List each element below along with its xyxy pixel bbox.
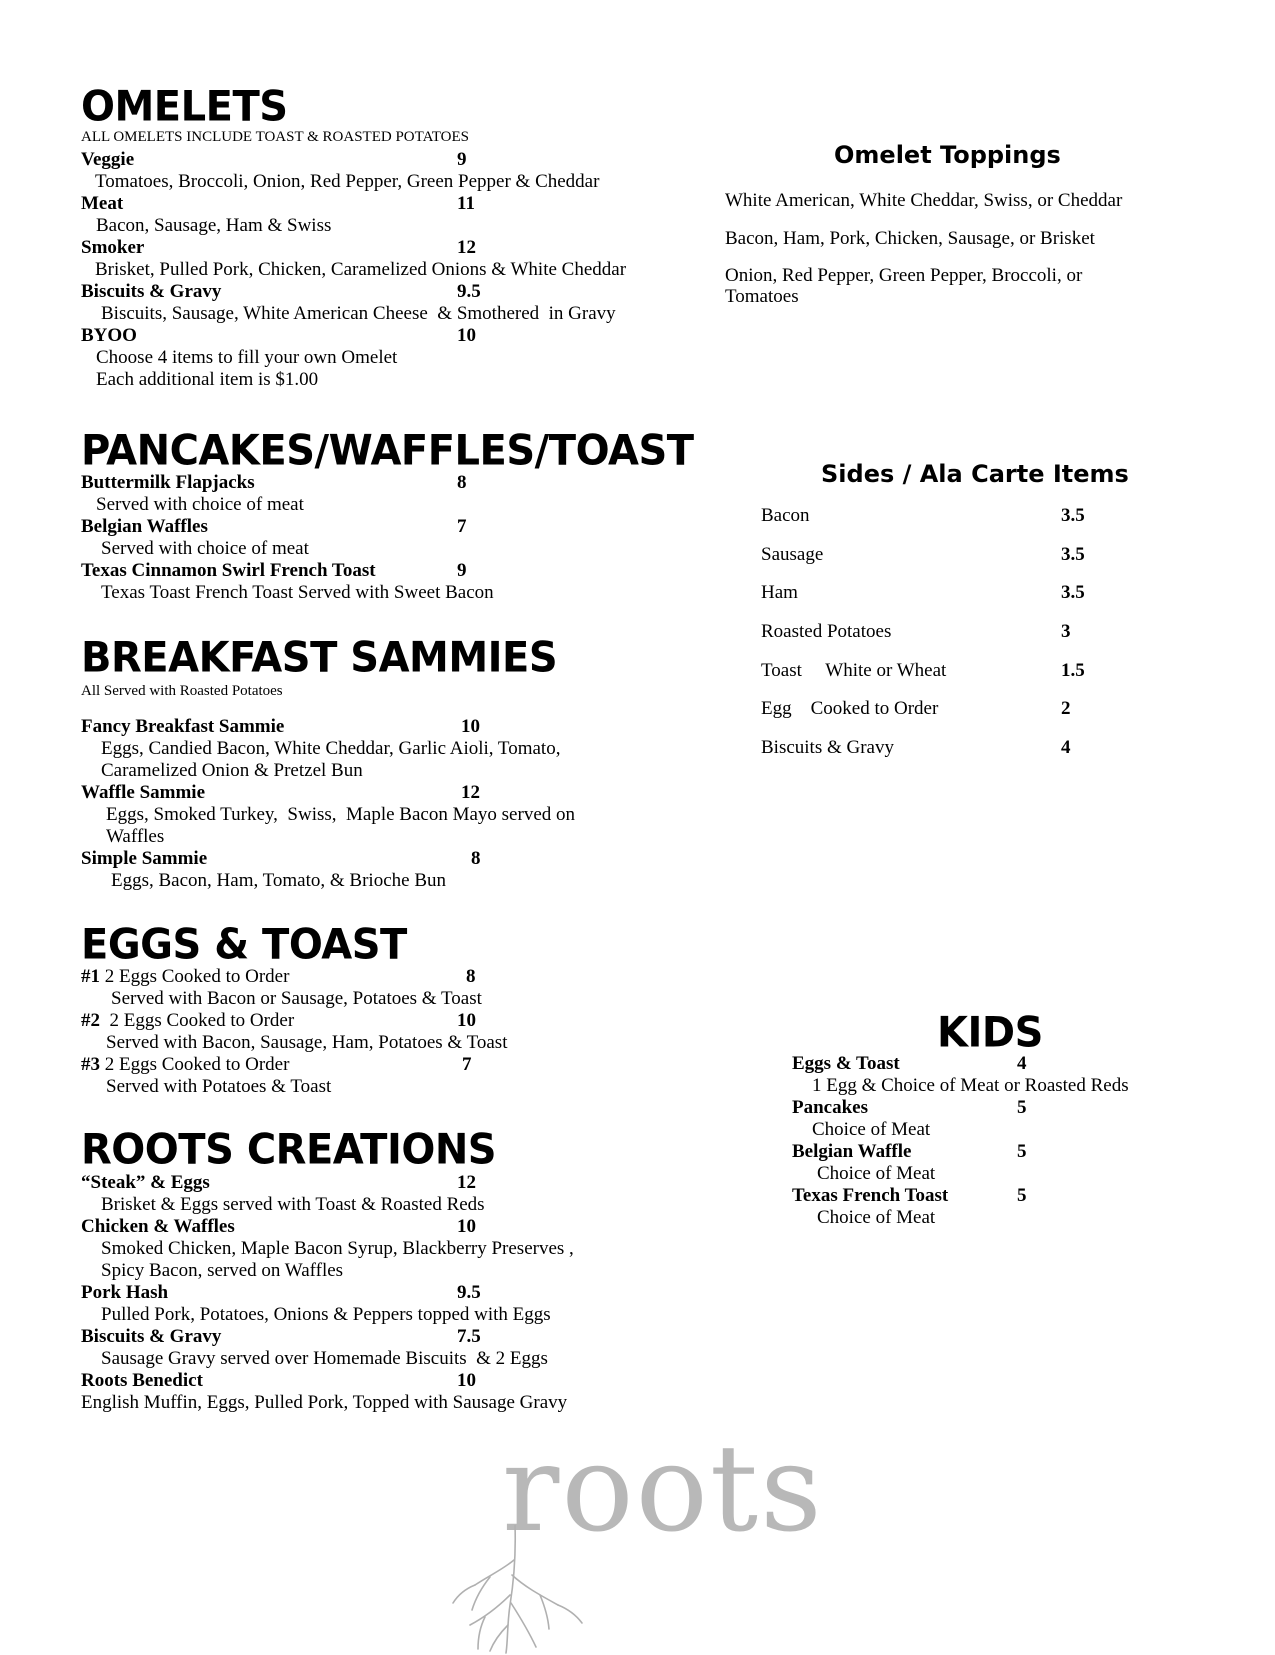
item-name: Belgian Waffles [81,516,208,537]
item-description: English Muffin, Eggs, Pulled Pork, Topped with Sausage Gravy [81,1392,568,1413]
item-name: Biscuits & Gravy [81,281,222,302]
roots-illustration-icon [450,1525,650,1655]
item-description: Served with choice of meat [96,494,304,515]
eggs-heading: EGGS & TOAST [81,920,407,970]
item-description: Sausage Gravy served over Homemade Biscuits & 2 Eggs [101,1348,548,1369]
side-name: Toast White or Wheat [761,659,947,681]
item-number: #3 [81,1054,100,1075]
item-description: Biscuits, Sausage, White American Cheese & Smothered in Gravy [101,303,616,324]
side-price: 2 [1061,698,1071,720]
pancakes-list [81,472,701,604]
item-name: Roots Benedict [81,1370,203,1391]
roots-logo [450,1420,870,1650]
menu-item [81,516,701,538]
item-description: Smoked Chicken, Maple Bacon Syrup, Blackberry Preserves , [101,1238,574,1259]
item-description: Choice of Meat [817,1207,936,1228]
sammies-note: All Served with Roasted Potatoes [81,683,283,699]
item-description: Served with Bacon or Sausage, Potatoes & Toast [111,988,482,1009]
item-name: Eggs & Toast [792,1053,900,1074]
item-name: Texas Cinnamon Swirl French Toast [81,560,376,581]
side-name: Ham [761,582,798,604]
toppings-line: White American, White Cheddar, Swiss, or Cheddar [725,190,1123,211]
item-description: Served with choice of meat [101,538,309,559]
side-price: 1.5 [1061,659,1085,681]
item-description: Tomatoes, Broccoli, Onion, Red Pepper, Green Pepper & Cheddar [95,171,600,192]
item-description: 1 Egg & Choice of Meat or Roasted Reds [812,1075,1129,1096]
item-name: 2 Eggs Cooked to Order [100,966,290,987]
item-price: 4 [1017,1053,1027,1074]
side-item [761,582,1121,621]
menu-item [81,966,701,988]
menu-item [81,1054,701,1076]
item-name: Smoker [81,237,145,258]
item-description: Caramelized Onion & Pretzel Bun [101,760,363,781]
side-item [761,505,1121,544]
menu-item [81,1172,701,1194]
menu-item [81,472,701,494]
item-name: Pork Hash [81,1282,169,1303]
item-name: “Steak” & Eggs [81,1172,210,1193]
item-name: Simple Sammie [81,848,208,869]
side-item [761,660,1121,699]
item-name: Biscuits & Gravy [81,1326,222,1347]
item-price: 9 [457,560,467,581]
item-description: Texas Toast French Toast Served with Sweet Bacon [101,582,494,603]
logo-wordmark: roots [502,1420,824,1559]
menu-item [81,1326,701,1348]
item-price: 9.5 [457,1282,481,1303]
menu-item [81,193,701,215]
item-name: Chicken & Waffles [81,1216,235,1237]
item-name: Buttermilk Flapjacks [81,472,255,493]
side-price: 3 [1061,621,1071,643]
item-description: Choose 4 items to fill your own Omelet [96,347,398,368]
side-price: 3.5 [1061,505,1085,526]
item-name: Veggie [81,149,135,170]
item-price: 12 [461,782,480,803]
side-item [761,698,1121,737]
item-description: Eggs, Bacon, Ham, Tomato, & Brioche Bun [111,870,446,891]
item-description: Waffles [106,826,165,847]
item-description: Brisket, Pulled Pork, Chicken, Caramelized Onions & White Cheddar [95,259,627,280]
pancakes-heading: PANCAKES/WAFFLES/TOAST [81,426,694,476]
side-price: 3.5 [1061,543,1085,565]
toppings-line: Bacon, Ham, Pork, Chicken, Sausage, or Brisket [725,228,1095,249]
side-item [761,737,1121,776]
side-name: Sausage [761,543,824,565]
menu-item [792,1053,1212,1075]
item-price: 5 [1017,1141,1027,1162]
omelets-heading: OMELETS [81,82,288,132]
menu-item [81,1216,701,1238]
item-description: Eggs, Smoked Turkey, Swiss, Maple Bacon Mayo served on [106,804,575,825]
item-description: Choice of Meat [817,1163,936,1184]
item-name: Texas French Toast [792,1185,949,1206]
menu-item [81,1010,701,1032]
item-name: 2 Eggs Cooked to Order [100,1054,290,1075]
omelets-list [81,149,701,391]
item-price: 12 [457,1172,476,1193]
menu-item [81,782,701,804]
item-description: Each additional item is $1.00 [96,369,319,390]
item-description: Choice of Meat [812,1119,931,1140]
item-name: Waffle Sammie [81,782,206,803]
side-price: 3.5 [1061,582,1085,604]
toppings-heading: Omelet Toppings [834,141,1061,169]
menu-item [81,237,701,259]
side-name: Egg Cooked to Order [761,698,939,720]
eggs-list [81,966,701,1098]
item-description: Eggs, Candied Bacon, White Cheddar, Garlic Aioli, Tomato, [101,738,561,759]
menu-item [81,716,701,738]
sides-list [761,505,1121,776]
side-item [761,544,1121,583]
menu-item [81,149,701,171]
item-price: 8 [457,472,467,493]
side-name: Roasted Potatoes [761,621,892,643]
item-price: 8 [471,848,481,869]
item-description: Brisket & Eggs served with Toast & Roasted Reds [101,1194,485,1215]
item-price: 12 [457,237,476,258]
menu-item [81,1370,701,1392]
menu-item [792,1185,1212,1207]
side-item [761,621,1121,660]
item-price: 10 [457,325,476,346]
menu-item [81,325,701,347]
item-name: Fancy Breakfast Sammie [81,716,285,737]
side-price: 4 [1061,737,1071,759]
side-name: Bacon [761,505,810,526]
roots-list [81,1172,701,1414]
item-name: 2 Eggs Cooked to Order [100,1010,295,1031]
sides-heading: Sides / Ala Carte Items [821,460,1129,488]
toppings-line: Tomatoes [725,286,799,307]
item-description: Bacon, Sausage, Ham & Swiss [96,215,332,236]
item-price: 9.5 [457,281,481,302]
item-name: Meat [81,193,124,214]
item-number: #1 [81,966,100,987]
side-name: Biscuits & Gravy [761,737,894,759]
toppings-line: Onion, Red Pepper, Green Pepper, Broccoli, or [725,265,1083,286]
item-description: Served with Potatoes & Toast [106,1076,332,1097]
roots-heading: ROOTS CREATIONS [81,1125,497,1175]
menu-item [81,848,701,870]
item-description: Spicy Bacon, served on Waffles [101,1260,344,1281]
sammies-list [81,716,701,892]
item-name: BYOO [81,325,137,346]
item-price: 7.5 [457,1326,481,1347]
menu-item [81,281,701,303]
item-name: Pancakes [792,1097,868,1118]
item-price: 5 [1017,1097,1027,1118]
omelets-note: ALL OMELETS INCLUDE TOAST & ROASTED POTATOES [81,129,469,145]
item-price: 10 [457,1370,476,1391]
item-price: 7 [462,1054,472,1075]
menu-item [81,1282,701,1304]
item-price: 11 [457,193,475,214]
sammies-heading: BREAKFAST SAMMIES [81,633,558,683]
item-price: 9 [457,149,467,170]
item-price: 10 [457,1216,476,1237]
item-name: Belgian Waffle [792,1141,912,1162]
menu-item [792,1097,1212,1119]
item-price: 8 [466,966,476,987]
item-price: 10 [461,716,480,737]
item-price: 5 [1017,1185,1027,1206]
kids-list [792,1053,1212,1229]
kids-heading: KIDS [937,1008,1043,1058]
item-price: 7 [457,516,467,537]
item-price: 10 [457,1010,476,1031]
menu-item [792,1141,1212,1163]
menu-item [81,560,701,582]
item-number: #2 [81,1010,100,1031]
item-description: Pulled Pork, Potatoes, Onions & Peppers topped with Eggs [101,1304,551,1325]
item-description: Served with Bacon, Sausage, Ham, Potatoes & Toast [106,1032,508,1053]
